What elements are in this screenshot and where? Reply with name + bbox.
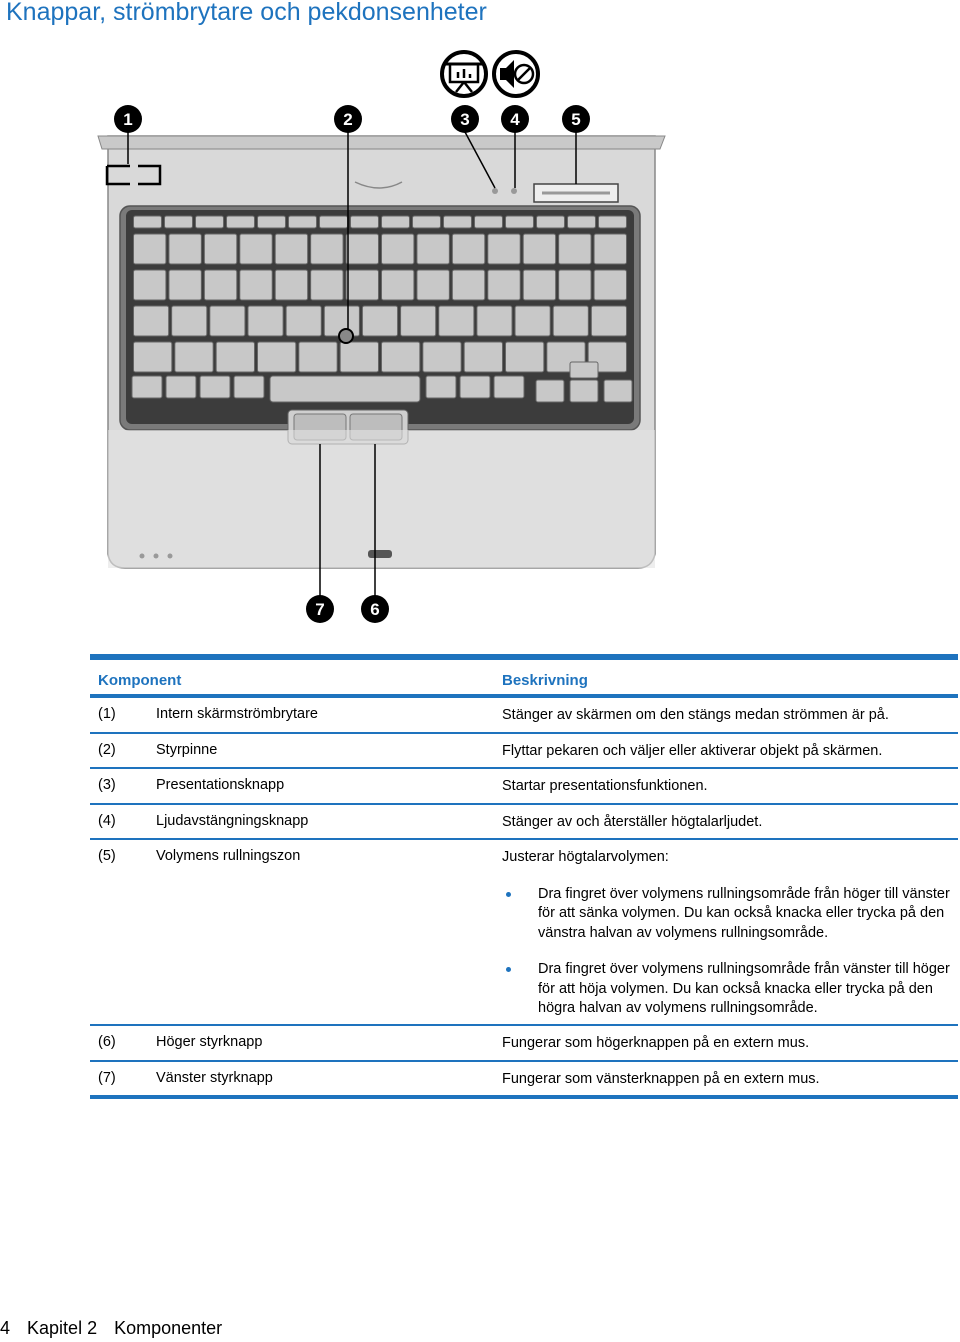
keyboard-key [134, 216, 162, 228]
keyboard-key [258, 342, 296, 372]
keyboard-key [417, 234, 449, 264]
keyboard-key [382, 216, 410, 228]
bullet-text: Dra fingret över volymens rullningsområde från höger till vänster för att sänka volymen. Du kan också knacka eller trycka på den vänstra halvan av volymens rullningsområde. [538, 885, 950, 941]
keyboard-key [515, 306, 550, 336]
row-description: Fungerar som vänsterknappen på en extern mus. [502, 1070, 820, 1087]
row-number: (2) [98, 741, 116, 758]
row-description: Stänger av och återställer högtalarljudet. [502, 813, 763, 830]
keyboard-key [570, 362, 598, 378]
keyboard-key [488, 234, 520, 264]
row-description-block [502, 848, 952, 1036]
keyboard-key [570, 380, 598, 402]
keyboard-key [169, 234, 201, 264]
keyboard-key [523, 234, 555, 264]
svg-text:5: 5 [571, 110, 581, 129]
keyboard-key [166, 376, 196, 398]
row-number: (6) [98, 1034, 116, 1050]
row-component: Ljudavstängningsknapp [156, 812, 309, 829]
keyboard-key [240, 234, 272, 264]
row-component: Vänster styrknapp [156, 1069, 273, 1086]
keyboard-key [320, 216, 348, 228]
keyboard-key [382, 234, 414, 264]
keyboard-key [594, 234, 626, 264]
svg-text:1: 1 [123, 110, 133, 129]
row-component: Intern skärmströmbrytare [156, 706, 318, 722]
keyboard-key [134, 270, 166, 300]
keyboard-key [452, 270, 484, 300]
mute-icon [494, 52, 538, 96]
list-item [502, 960, 952, 1019]
keyboard-key [172, 306, 207, 336]
table-row [90, 1026, 958, 1062]
row-component: Höger styrknapp [156, 1034, 263, 1050]
bullet-icon [506, 892, 511, 897]
keyboard-key [216, 342, 254, 372]
keyboard-key [289, 216, 317, 228]
chapter-label: Kapitel 2 [27, 1318, 98, 1338]
keyboard-key [311, 270, 343, 300]
keyboard-key [240, 270, 272, 300]
keyboard-key [227, 216, 255, 228]
keyboard-key [346, 270, 378, 300]
keyboard-key [536, 380, 564, 402]
keyboard-key [346, 234, 378, 264]
table-row [90, 805, 958, 841]
keyboard-key [275, 270, 307, 300]
keyboard-key [134, 342, 172, 372]
page-title: Knappar, strömbrytare och pekdonsenheter [6, 0, 487, 26]
row-component: Styrpinne [156, 741, 218, 758]
page-footer [0, 1318, 234, 1339]
keyboard-key [134, 234, 166, 264]
bullet-icon [506, 967, 511, 972]
keyboard-key [417, 270, 449, 300]
section-label: Komponenter [114, 1318, 223, 1338]
table-header [90, 660, 958, 694]
keyboard-key [234, 376, 264, 398]
row-description: Flyttar pekaren och väljer eller aktiverar objekt på skärmen. [502, 742, 883, 759]
keyboard-key [175, 342, 213, 372]
bullet-list [502, 885, 952, 1019]
keyboard-illustration [90, 44, 670, 634]
svg-text:4: 4 [510, 110, 520, 129]
table-row [90, 734, 958, 770]
keyboard-key [559, 234, 591, 264]
keyboard-key [165, 216, 193, 228]
callout-2 [334, 105, 362, 133]
table-row [90, 769, 958, 805]
row-description: Justerar högtalarvolymen: [502, 849, 669, 865]
header-component: Komponent [98, 672, 182, 689]
table-row [90, 1062, 958, 1098]
keyboard-key [275, 234, 307, 264]
row-description: Fungerar som högerknappen på en extern mus. [502, 1035, 810, 1051]
keyboard-key [506, 342, 544, 372]
list-item [502, 885, 952, 944]
keyboard-key [340, 342, 378, 372]
callout-3 [451, 105, 479, 133]
keyboard-key [460, 376, 490, 398]
keyboard-key [134, 306, 169, 336]
keyboard-key [351, 216, 379, 228]
row-description: Startar presentationsfunktionen. [502, 778, 708, 794]
keyboard-key [439, 306, 474, 336]
row-component: Presentationsknapp [156, 777, 285, 793]
keyboard-key [200, 376, 230, 398]
keyboard-key [286, 306, 321, 336]
header-description: Beskrivning [502, 672, 588, 689]
keyboard-key [488, 270, 520, 300]
keyboard-key [258, 216, 286, 228]
keyboard-key [444, 216, 472, 228]
keyboard-key [413, 216, 441, 228]
keyboard-key [604, 380, 632, 402]
row-number: (1) [98, 706, 116, 722]
keyboard-key [475, 216, 503, 228]
callout-7 [306, 595, 334, 623]
page-number: 4 [0, 1318, 11, 1338]
keyboard-key [494, 376, 524, 398]
keyboard-key [559, 270, 591, 300]
bullet-text: Dra fingret över volymens rullningsområde från vänster till höger för att höja volymen. Du kan också knacka eller trycka på den högra halvan av volymens rullningsområde. [538, 961, 950, 1016]
keyboard-key [210, 306, 245, 336]
svg-text:7: 7 [315, 600, 325, 619]
row-component: Volymens rullningszon [156, 848, 301, 864]
svg-text:3: 3 [460, 110, 470, 129]
keyboard-key [382, 342, 420, 372]
keyboard-key [523, 270, 555, 300]
keyboard-key [382, 270, 414, 300]
row-number: (4) [98, 812, 116, 829]
svg-text:2: 2 [343, 110, 353, 129]
keyboard-key [204, 270, 236, 300]
row-number: (3) [98, 777, 116, 793]
keyboard-key [362, 306, 397, 336]
keyboard-key [311, 234, 343, 264]
keyboard-key [299, 342, 337, 372]
keyboard-key [537, 216, 565, 228]
keyboard-key [464, 342, 502, 372]
keyboard-key [594, 270, 626, 300]
keyboard-key [599, 216, 627, 228]
keyboard-key [204, 234, 236, 264]
keyboard-key [169, 270, 201, 300]
table-row [90, 840, 958, 1026]
keyboard-key [452, 234, 484, 264]
keyboard-key [477, 306, 512, 336]
keyboard-key [426, 376, 456, 398]
keyboard-key [591, 306, 626, 336]
row-number: (7) [98, 1069, 116, 1086]
keyboard-key [248, 306, 283, 336]
callout-5 [562, 105, 590, 133]
keyboard-key [423, 342, 461, 372]
presentation-icon [442, 52, 486, 96]
keyboard-key [568, 216, 596, 228]
row-description: Stänger av skärmen om den stängs medan strömmen är på. [502, 707, 889, 723]
keyboard-key [132, 376, 162, 398]
row-number: (5) [98, 848, 116, 864]
callout-4 [501, 105, 529, 133]
keyboard-key [196, 216, 224, 228]
table-row [90, 698, 958, 734]
callout-6 [361, 595, 389, 623]
svg-text:6: 6 [370, 600, 380, 619]
keyboard-key [553, 306, 588, 336]
component-table [90, 654, 958, 1099]
callout-1 [114, 105, 142, 133]
keyboard-key [401, 306, 436, 336]
keyboard-key [506, 216, 534, 228]
